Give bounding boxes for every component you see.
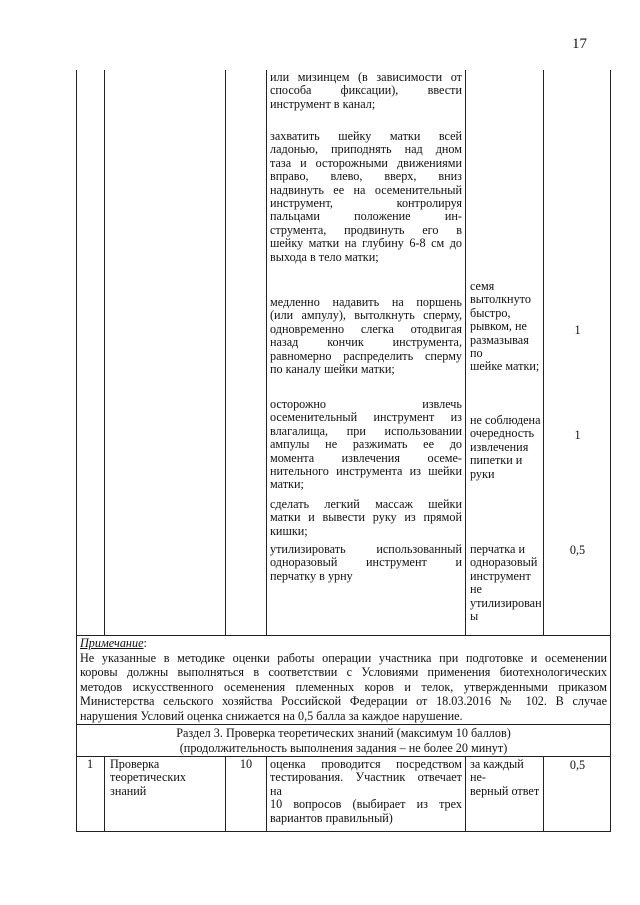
max-points: 10 [239, 757, 253, 771]
score-value: 0,5 [569, 543, 586, 557]
col-divider-1 [104, 70, 105, 635]
col-divider-3 [266, 70, 267, 635]
s3-col-divider-5 [543, 756, 544, 831]
step-text: осторожно извлечь осеменительный инструмент из влагалища, при использовании ампулы не разжимать ее до момента извлечения осеме- нительного инструмента из шейки матки; [270, 397, 462, 492]
error-description: не соблюдена очередность извлечения пипетки и руки [470, 413, 541, 481]
page-number: 17 [572, 36, 587, 52]
error-description: семя вытолкнуто быстро, рывком, не размазывая по шейке матки; [470, 279, 540, 374]
score-value: 1 [574, 323, 581, 337]
error-description: перчатка и одноразовый инструмент не утилизирован ы [470, 542, 542, 624]
note-title: Примечание [80, 636, 144, 650]
criterion-name: Проверка теоретических знаний [110, 757, 186, 798]
step-text: захватить шейку матки всей ладонью, приподнять над дном таза и осторожными движениями вправо, влево, вверх, вниз надвинуть ее на осеменительный инструмент, контролируя пальцами положение ин- струмента, продвинуть его в шейку матки на глубину 6-8 см до выхода в тело матки; [270, 129, 462, 264]
step-text: утилизировать использованный одноразовый инструмент и перчатку в урну [270, 542, 462, 583]
assessment-table [76, 70, 611, 832]
step-text: медленно надавить на поршень (или ампулу), вытолкнуть сперму, одновременно слегка отодвигая назад кончик инструмента, равномерно распределить сперму по каналу шейки матки; [270, 295, 462, 377]
step-text: сделать легкий массаж шейки матки и вывести руку из прямой кишки; [270, 497, 462, 538]
note-line: нарушения Условий оценка снижается на 0,5 балла за каждое нарушение. [80, 708, 463, 723]
s3-col-divider-1 [104, 756, 105, 831]
row-number: 1 [86, 757, 94, 771]
col-divider-4 [465, 70, 466, 635]
s3-col-divider-4 [465, 756, 466, 831]
section3-title: Раздел 3. Проверка теоретических знаний (максимум 10 баллов) (продолжительность выполнения задания – не более 20 минут) [176, 726, 511, 755]
section3-top-border [76, 724, 611, 725]
table-bottom-border [76, 831, 611, 832]
note-line: Не указанные в методике оценки работы операции участника при подготовке и осеменении [80, 650, 607, 665]
col-divider-5 [543, 70, 544, 635]
note-line: Министерства сельского хозяйства Российской Федерации от 18.03.2016 № 102. В случае [80, 694, 607, 709]
note-line: коровы должны выполняться в соответствии с Условиями применения биотехнологических [80, 665, 607, 680]
error-description: за каждый не- верный ответ [470, 757, 540, 798]
note-line: методов искусственного осеменения племенных коров и телок, утвержденными приказом [80, 679, 607, 694]
score-value: 1 [574, 428, 581, 442]
note-block [80, 636, 607, 724]
step-text: или мизинцем (в зависимости от способа фиксации), ввести инструмент в канал; [270, 70, 462, 111]
criterion-description: оценка проводится посредством тестирования. Участник отвечает на 10 вопросов (выбирает из трех вариантов правильный) [270, 757, 462, 825]
table-border-right [610, 70, 611, 832]
table-border-left [76, 70, 77, 832]
note-title-suffix: : [143, 636, 147, 650]
score-value: 0,5 [569, 758, 586, 772]
col-divider-2 [225, 70, 226, 635]
